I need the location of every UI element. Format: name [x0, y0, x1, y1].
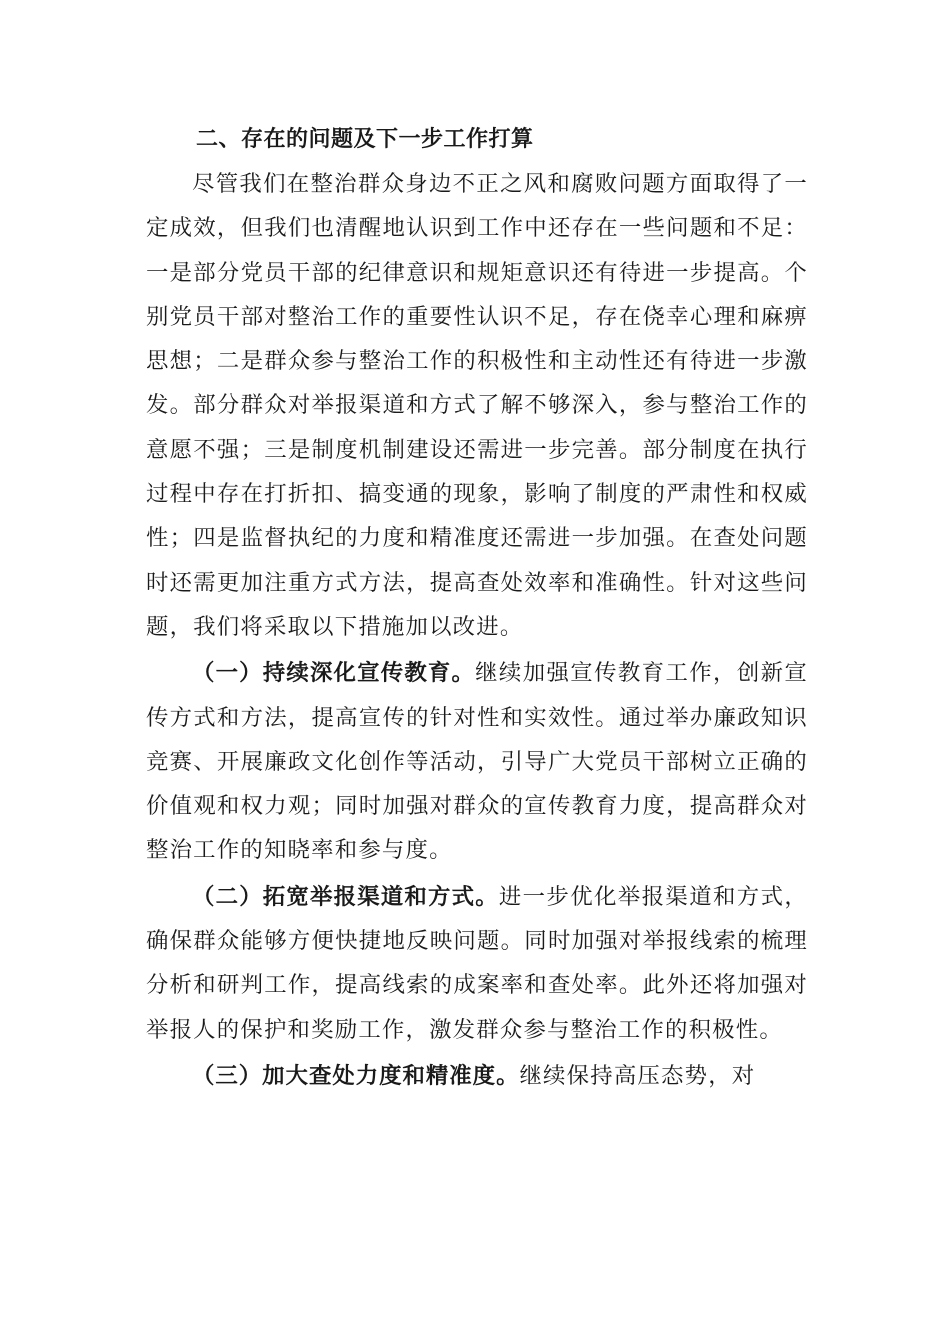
measure-1-paragraph	[146, 651, 808, 872]
measure-1-title: （一）持续深化宣传教育。	[192, 660, 476, 687]
intro-paragraph: 尽管我们在整治群众身边不正之风和腐败问题方面取得了一定成效，但我们也清醒地认识到工作中还存在一些问题和不足：一是部分党员干部的纪律意识和规矩意识还有待进一步提高。个别党员干部对整治工作的重要性认识不足，存在侥幸心理和麻痹思想；二是群众参与整治工作的积极性和主动性还有待进一步激发。部分群众对举报渠道和方式了解不够深入，参与整治工作的意愿不强；三是制度机制建设还需进一步完善。部分制度在执行过程中存在打折扣、搞变通的现象，影响了制度的严肃性和权威性；四是监督执纪的力度和精准度还需进一步加强。在查处问题时还需更加注重方式方法，提高查处效率和准确性。针对这些问题，我们将采取以下措施加以改进。	[146, 171, 808, 640]
measure-1-body: 继续加强宣传教育工作，创新宣传方式和方法，提高宣传的针对性和实效性。通过举办廉政知识竞赛、开展廉政文化创作等活动，引导广大党员干部树立正确的价值观和权力观；同时加强对群众的宣传教育力度，提高群众对整治工作的知晓率和参与度。	[146, 660, 808, 864]
measure-3-body: 继续保持高压态势，对	[519, 1062, 756, 1089]
measure-3-title: （三）加大查处力度和精准度。	[192, 1062, 520, 1089]
measure-2-title: （二）拓宽举报渠道和方式。	[192, 883, 499, 910]
section-heading: 二、存在的问题及下一步工作打算	[196, 127, 534, 152]
measure-2-paragraph	[146, 875, 808, 1052]
document-body	[146, 118, 808, 1098]
measure-3-paragraph	[146, 1054, 808, 1098]
measure-2-body: 进一步优化举报渠道和方式，确保群众能够方便快捷地反映问题。同时加强对举报线索的梳理分析和研判工作，提高线索的成案率和查处率。此外还将加强对举报人的保护和奖励工作，激发群众参与整治工作的积极性。	[146, 883, 809, 1043]
